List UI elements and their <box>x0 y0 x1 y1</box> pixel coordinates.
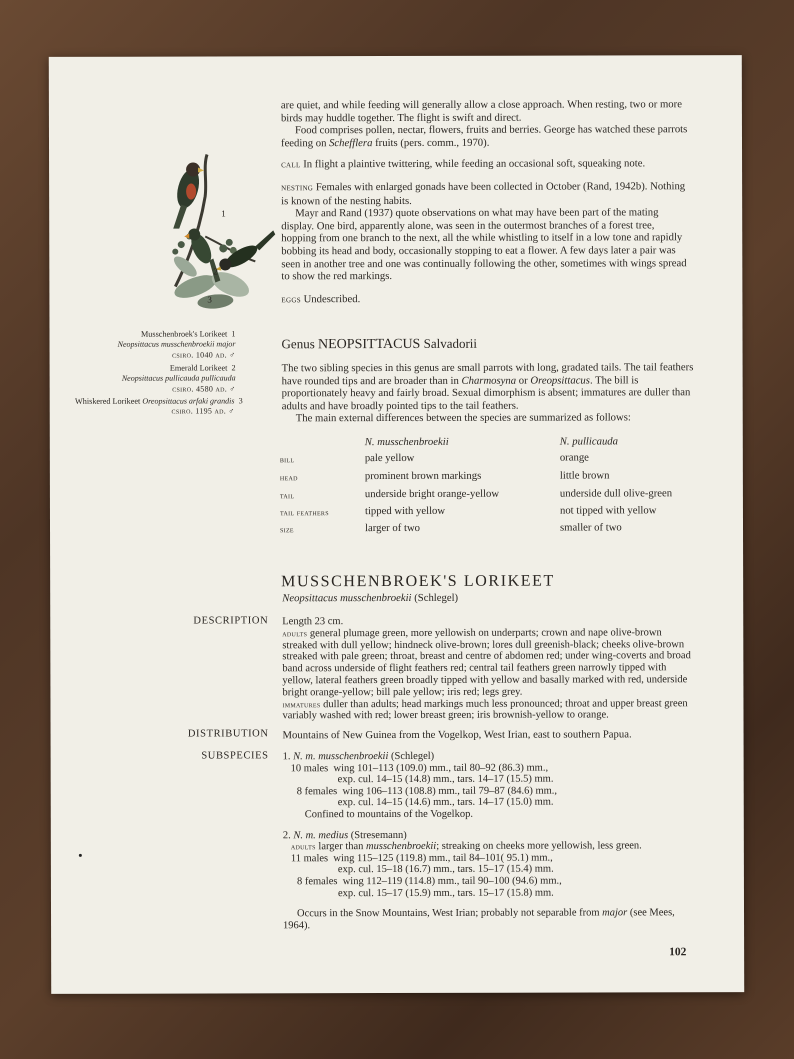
illustration-number-3: 3 <box>207 294 212 305</box>
genus-summary: The main external differences between the species are summarized as follows: <box>295 411 631 425</box>
measurement-line: 10 males wing 101–113 (109.0) mm., tail 80–92 (86.3) mm., <box>290 762 549 774</box>
subspecies-2-adults: adults larger than musschenbroekii; streaking on cheeks more yellowish, less green. <box>290 840 642 853</box>
subspecies-text <box>283 750 703 931</box>
column-header-musschenbroekii: N. musschenbroekii <box>364 435 449 449</box>
description-heading: DESCRIPTION <box>193 615 269 627</box>
paragraph-eggs: eggs Undescribed. <box>281 292 361 306</box>
opening-text <box>281 98 690 306</box>
measurement-line: exp. cul. 14–15 (14.6) mm., tars. 14–17 (15.0) mm. <box>337 796 554 809</box>
species-scientific-name: Neopsittacus musschenbroekii (Schlegel) <box>282 591 459 605</box>
genus-heading: Genus NEOPSITTACUS Salvadorii <box>281 335 478 353</box>
distribution-text: Mountains of New Guinea from the Vogelkop, West Irian, east to southern Papua. <box>282 728 632 742</box>
species-title: MUSSCHENBROEK'S LORIKEET <box>281 572 555 591</box>
comparison-table: N. musschenbroekii N. pullicauda bill pale yellow orange head prominent brown markings little brown tail underside bright orange-yellow underside dull olive-green tail feathers tipped with yellow not tipped with yellow size larger of two smaller of two <box>279 435 673 535</box>
measurement-line: exp. cul. 14–15 (14.8) mm., tars. 14–17 (15.5) mm. <box>337 773 554 786</box>
column-header-pullicauda: N. pullicauda <box>559 435 618 448</box>
measurement-line: 11 males wing 115–125 (119.8) mm., tail 84–101( 95.1) mm., <box>290 852 553 865</box>
subspecies-1-range: Confined to mountains of the Vogelkop. <box>304 808 473 821</box>
subspecies-2-range: Occurs in the Snow Mountains, West Irian; probably not separable from major (see Mees, 1964). <box>283 907 675 932</box>
page-number: 102 <box>669 946 687 959</box>
genus-text <box>282 361 699 425</box>
measurement-line: 8 females wing 112–119 (114.8) mm., tail 90–100 (94.6) mm., <box>296 875 562 888</box>
caption-1: Musschenbroek's Lorikeet 1 Neopsittacus musschenbroekii major csiro. 1040 ad. ♂ <box>117 329 236 360</box>
paragraph-food: Food comprises pollen, nectar, flowers, fruits and berries. George has watched these parrots feeding on Schefflera fruits (pers. comm., 1970). <box>280 123 688 150</box>
paragraph-mating: Mayr and Rand (1937) quote observations on what may have been part of the mating display. One bird, apparently alone, was seen in the outermost branches of a forest tree, hopping from one branch to the next, all the while whistling to itself in a low tone and rapidly bobbing its head and body, occasionally stopping to eat a flower. A few days later a pair was seen in another tree and one was continually following the other, sometimes with wings spread to show the red markings. <box>281 206 687 283</box>
genus-paragraph: The two sibling species in this genus are small parrots with long, gradated tails. The tail feathers have rounded tips and are broader than in Charmosyna or Oreopsittacus. The bill is proportionately heavy and fairly broad. Sexual dimorphism is absent; immatures are duller than adults and have broadly pointed tips to the tail feathers. <box>281 361 694 413</box>
parrot-illustration <box>145 136 285 312</box>
caption-2: Emerald Lorikeet 2 Neopsittacus pullicauda pullicauda csiro. 4580 ad. ♂ <box>121 363 236 394</box>
subspecies-1-title: 1. N. m. musschenbroekii (Schlegel) <box>282 750 435 763</box>
measurement-line: 8 females wing 106–113 (108.8) mm., tail 79–87 (84.6) mm., <box>296 785 558 798</box>
illustration-number-2: 2 <box>213 266 218 277</box>
measurement-line: exp. cul. 15–17 (15.9) mm., tars. 15–17 (15.8) mm. <box>337 887 554 899</box>
distribution-heading: DISTRIBUTION <box>187 728 269 740</box>
illustration-number-1: 1 <box>221 208 226 219</box>
adults-description: adults general plumage green, more yellowish on underparts; crown and nape olive-brown streaked with dull yellow; hindneck olive-brown; lores dull greenish-black; cheeks olive-brown streaked with pale green; throat, breast and centre of abdomen red; under wing-coverts and broad band across underside of flight feathers red; central tail feathers green narrowly tipped with yellow, lateral feathers green broadly tipped with yellow and basally marked with red, underside bright orange-yellow; bill pale yellow; iris red; legs grey. <box>282 627 691 699</box>
subspecies-2-title: 2. N. m. medius (Stresemann) <box>282 829 407 841</box>
subspecies-heading: SUBSPECIES <box>201 750 269 762</box>
paragraph-nesting: nesting Females with enlarged gonads have been collected in October (Rand, 1942b). Nothing is known of the nesting habits. <box>281 180 686 207</box>
paragraph-behaviour: are quiet, and while feeding will generally allow a close approach. When resting, two or more birds may huddle together. The flight is swift and direct. <box>280 98 682 124</box>
caption-3: Whiskered Lorikeet Oreopsittacus arfaki grandis 3 csiro. 1195 ad. ♂ <box>75 396 243 416</box>
paragraph-call: call In flight a plaintive twittering, while feeding an occasional soft, squeaking note. <box>281 157 646 171</box>
book-page <box>49 55 744 994</box>
description-text <box>282 615 694 722</box>
immatures-description: immatures duller than adults; head markings much less pronounced; throat and upper breast green variably washed with red; lower breast green; iris brownish-yellow to orange. <box>282 697 688 722</box>
parrot-drawing <box>145 136 285 312</box>
ink-dot <box>79 854 82 857</box>
measurement-line: exp. cul. 15–18 (16.7) mm., tars. 15–17 (15.4) mm. <box>337 863 554 876</box>
length: Length 23 cm. <box>282 616 344 628</box>
